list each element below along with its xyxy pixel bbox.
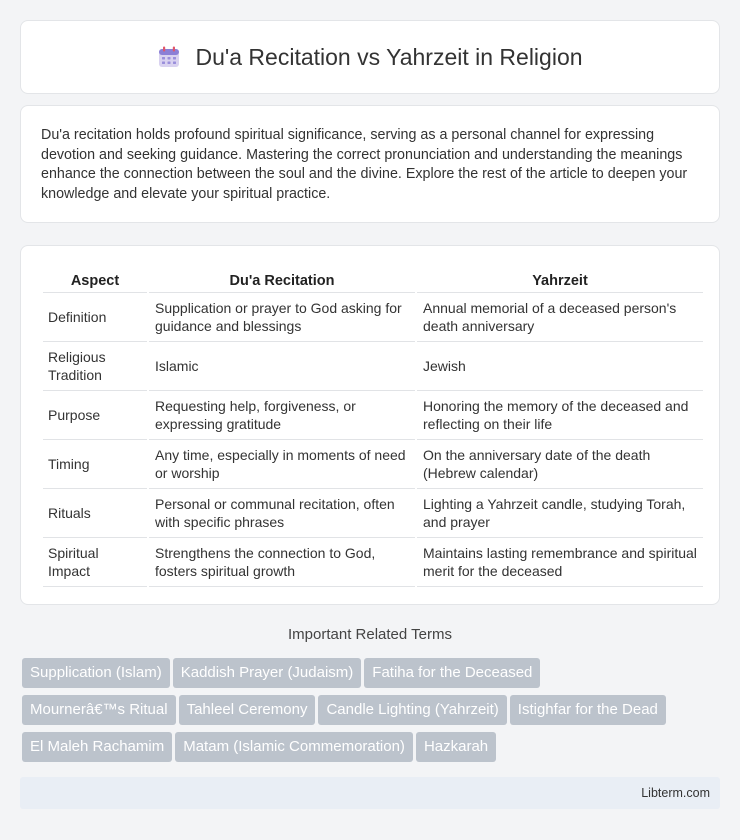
comparison-table-card — [20, 245, 720, 605]
title-card — [20, 20, 720, 94]
table-header-row — [43, 266, 703, 292]
comparison-table — [41, 266, 705, 587]
table-row — [43, 341, 703, 390]
row-dua: Personal or communal recitation, often with specific phrases — [149, 488, 415, 537]
row-yahrzeit: Honoring the memory of the deceased and reflecting on their life — [417, 390, 703, 439]
row-dua: Any time, especially in moments of need or worship — [149, 439, 415, 488]
header-dua: Du'a Recitation — [229, 273, 335, 289]
related-term-tag[interactable]: Matam (Islamic Commemoration) — [175, 732, 413, 762]
related-term-tag[interactable]: Istighfar for the Dead — [510, 695, 666, 725]
related-term-tag[interactable]: El Maleh Rachamim — [22, 732, 172, 762]
footer — [20, 777, 720, 809]
table-row — [43, 390, 703, 439]
table-row — [43, 439, 703, 488]
row-yahrzeit: Lighting a Yahrzeit candle, studying Torah, and prayer — [417, 488, 703, 537]
intro-card — [20, 105, 720, 223]
related-terms-list — [22, 658, 722, 769]
related-term-tag[interactable]: Mournerâ€™s Ritual — [22, 695, 176, 725]
table-row — [43, 488, 703, 537]
footer-site-link[interactable]: Libterm.com — [641, 786, 710, 800]
row-yahrzeit: Maintains lasting remembrance and spiritual merit for the deceased — [417, 537, 703, 587]
header-yahrzeit: Yahrzeit — [532, 273, 588, 289]
row-dua: Strengthens the connection to God, fosters spiritual growth — [149, 537, 415, 587]
row-yahrzeit: On the anniversary date of the death (Hebrew calendar) — [417, 439, 703, 488]
row-aspect: Spiritual Impact — [43, 537, 147, 587]
row-aspect: Religious Tradition — [43, 341, 147, 390]
related-term-tag[interactable]: Tahleel Ceremony — [179, 695, 316, 725]
related-term-tag[interactable]: Fatiha for the Deceased — [364, 658, 540, 688]
row-dua: Requesting help, forgiveness, or expressing gratitude — [149, 390, 415, 439]
related-terms-title: Important Related Terms — [288, 626, 452, 643]
related-term-tag[interactable]: Hazkarah — [416, 732, 496, 762]
row-dua: Islamic — [149, 341, 415, 390]
row-aspect: Rituals — [43, 488, 147, 537]
page-title: Du'a Recitation vs Yahrzeit in Religion — [195, 43, 583, 70]
row-aspect: Timing — [43, 439, 147, 488]
related-term-tag[interactable]: Kaddish Prayer (Judaism) — [173, 658, 362, 688]
table-row — [43, 537, 703, 587]
row-yahrzeit: Jewish — [417, 341, 703, 390]
row-aspect: Purpose — [43, 390, 147, 439]
row-dua: Supplication or prayer to God asking for guidance and blessings — [149, 292, 415, 341]
related-term-tag[interactable]: Supplication (Islam) — [22, 658, 170, 688]
table-row — [43, 292, 703, 341]
header-aspect: Aspect — [70, 273, 120, 289]
intro-text: Du'a recitation holds profound spiritual significance, serving as a personal channel for expressing devotion and seeking guidance. Mastering the correct pronunciation and understanding the meanings enhance the connection between the soul and the divine. Explore the rest of the article to deepen your knowledge and elevate your spiritual practice. — [41, 127, 688, 202]
row-aspect: Definition — [43, 292, 147, 341]
related-term-tag[interactable]: Candle Lighting (Yahrzeit) — [318, 695, 506, 725]
calendar-icon — [157, 45, 181, 69]
row-yahrzeit: Annual memorial of a deceased person's death anniversary — [417, 292, 703, 341]
